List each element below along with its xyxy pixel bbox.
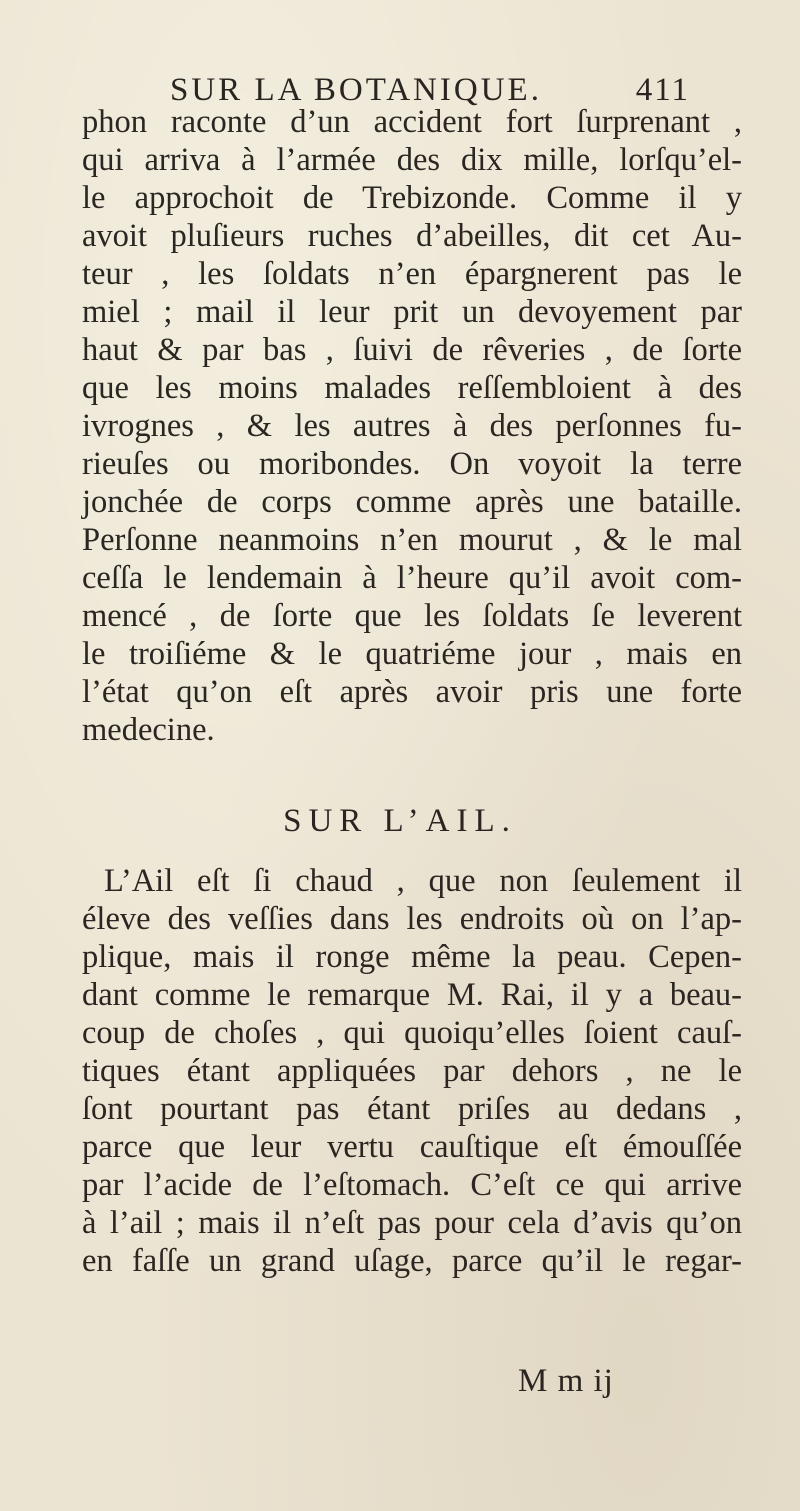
text-line: medecine. [82,712,215,748]
text-line: jonchée de corps comme après une bataille. [82,484,742,520]
text-line: mencé , de ſorte que les ſoldats ſe leverent [82,598,742,634]
text-line: Perſonne neanmoins n’en mourut , & le mal [82,522,742,558]
text-line: en faſſe un grand uſage, parce qu’il le regar- [82,1243,742,1279]
text-line: haut & par bas , ſuivi de rêveries , de ſorte [82,332,742,368]
text-line: ceſſa le lendemain à l’heure qu’il avoit com- [82,560,742,596]
text-line: par l’acide de l’eſtomach. C’eſt ce qui arrive [82,1167,742,1203]
text-line: teur , les ſoldats n’en épargnerent pas le [82,256,742,292]
text-line: qui arriva à l’armée des dix mille, lorſqu’el- [82,142,742,178]
text-line: miel ; mail il leur prit un devoyement par [82,294,742,330]
page-number: 411 [635,72,690,108]
text-line: le approchoit de Trebizonde. Comme il y [82,180,742,216]
running-head-title: SUR LA BOTANIQUE. [170,72,542,108]
text-line: rieuſes ou moribondes. On voyoit la terre [82,446,742,482]
signature-mark: M m ij [518,1363,614,1399]
text-line: avoit pluſieurs ruches d’abeilles, dit cet Au- [82,218,742,254]
text-line: l’état qu’on eſt après avoir pris une forte [82,674,742,710]
section-heading: SUR L’AIL. [283,803,517,839]
text-line: ſont pourtant pas étant priſes au dedans , [82,1091,742,1127]
text-line: à l’ail ; mais il n’eſt pas pour cela d’avis qu’on [82,1205,742,1241]
text-line: parce que leur vertu cauſtique eſt émouſſée [82,1129,742,1165]
text-line: dant comme le remarque M. Rai, il y a beau- [82,977,742,1013]
text-line: phon raconte d’un accident fort ſurprenant , [82,104,742,140]
text-line: plique, mais il ronge même la peau. Cepen- [82,939,742,975]
paragraph-bees [82,103,742,749]
text-line: tiques étant appliquées par dehors , ne le [82,1053,742,1089]
text-line: coup de choſes , qui quoiqu’elles ſoient cauſ- [82,1015,742,1051]
text-line: que les moins malades reſſembloient à des [82,370,742,406]
text-line: ivrognes , & les autres à des perſonnes fu- [82,408,742,444]
text-line: le troiſiéme & le quatriéme jour , mais en [82,636,742,672]
text-line: éleve des veſſies dans les endroits où on l’ap- [82,901,742,937]
paragraph-garlic [82,862,742,1280]
text-line: L’Ail eſt ſi chaud , que non ſeulement il [104,863,742,899]
